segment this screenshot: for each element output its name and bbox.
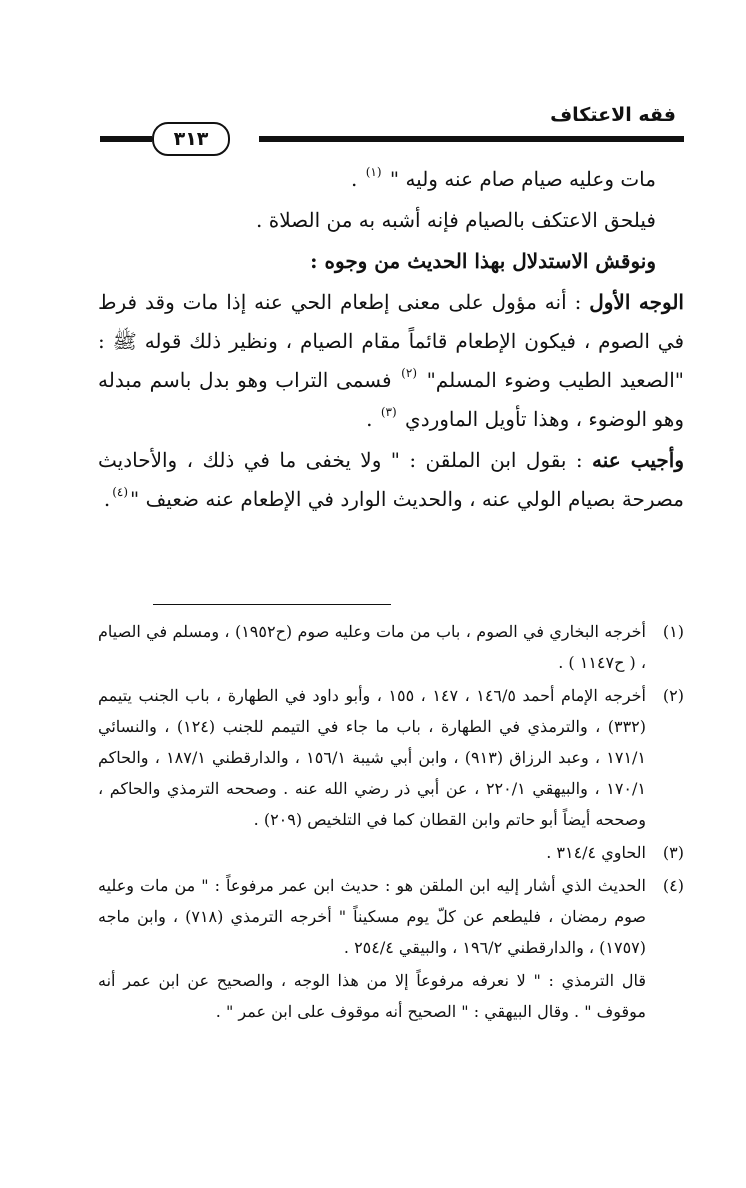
paragraph-3	[98, 283, 684, 439]
footnote-number: (١)	[662, 622, 684, 641]
paragraph-3-text-a: : أنه مؤول على معنى إطعام الحي عنه إذا مات وقد فرط في الصوم ، فيكون الإطعام قائماً مقام الصيام ، ونظير ذلك قوله ﷺ : "الصعيد الطيب وضوء المسلم"	[98, 290, 684, 392]
footnote-ref-1: (١)	[365, 165, 382, 180]
footnote-number: (٣)	[662, 843, 684, 862]
paragraph-4-lead: وأجيب عنه	[592, 448, 684, 472]
header-rule-right	[259, 136, 684, 142]
paragraph-3-text-b: فسمى التراب وهو بدل باسم مبدله وهو الوضوء ، وهذا تأويل الماوردي	[98, 368, 684, 431]
footnote-number: (٤)	[662, 876, 684, 895]
running-header-title: فقه الاعتكاف	[550, 104, 676, 126]
footnote-divider	[153, 604, 391, 605]
paragraph-3-end: .	[366, 407, 379, 431]
footnote-text: أخرجه البخاري في الصوم ، باب من مات وعليه صوم (ح١٩٥٢) ، ومسلم في الصيام ، ( ح١١٤٧ ) .	[98, 622, 646, 672]
footnote-4	[98, 870, 684, 963]
paragraph-2: فيلحق الاعتكف بالصيام فإنه أشبه به من الصلاة .	[256, 208, 656, 232]
footnote-4-continuation: قال الترمذي : " لا نعرفه مرفوعاً إلا من هذا الوجه ، والصحيح عن ابن عمر أنه موقوف " . وقال البيهقي : " الصحيح أنه موقوف على ابن عمر " .	[98, 971, 646, 1021]
header-rule-left	[100, 136, 152, 142]
footnote-ref-4: (٤)	[112, 485, 129, 500]
footnote-ref-3: (٣)	[380, 405, 397, 420]
paragraph-1	[98, 160, 684, 199]
footnote-number: (٢)	[662, 686, 684, 705]
paragraph-4-end: .	[103, 487, 111, 511]
footnote-3	[98, 837, 684, 868]
main-text	[98, 160, 684, 521]
paragraph-1-end: .	[350, 167, 364, 191]
page-number-text: ٣١٣	[173, 128, 209, 150]
page-number	[152, 122, 230, 156]
section-heading: ونوقش الاستدلال بهذا الحديث من وجوه :	[310, 249, 656, 273]
footnotes	[98, 616, 684, 1027]
footnote-text: أخرجه الإمام أحمد ١٤٦/٥ ، ١٤٧ ، ١٥٥ ، وأبو داود في الطهارة ، باب الجنب يتيمم (٣٣٢) ، والترمذي في الطهارة ، باب ما جاء في التيمم للجنب (١٢٤) ، والنسائي ١٧١/١ ، وعبد الرزاق (٩١٣) ، وابن أبي شيبة ١٥٦/١ ، والدارقطني ١٨٧/١ ، والحاكم ١٧٠/١ ، والبيهقي ٢٢٠/١ ، عن أبي ذر رضي الله عنه . وصححه الترمذي والحاكم ، وصححه أيضاً أبو حاتم وابن القطان كما في التلخيص (٢٠٩) .	[98, 686, 647, 829]
footnote-text: الحديث الذي أشار إليه ابن الملقن هو : حديث ابن عمر مرفوعاً : " من مات وعليه صوم رمضان ، فليطعم عن كلّ يوم مسكيناً " أخرجه الترمذي (٧١٨) ، وابن ماجه (١٧٥٧) ، والدارقطني ١٩٦/٢ ، والبيقي ٢٥٤/٤ .	[98, 876, 646, 957]
paragraph-4-text: : بقول ابن الملقن : " ولا يخفى ما في ذلك ، والأحاديث مصرحة بصيام الولي عنه ، والحديث الوارد في الإطعام عنه ضعيف "	[98, 448, 684, 511]
paragraph-1-text: مات وعليه صيام صام عنه وليه "	[383, 167, 656, 191]
paragraph-4	[98, 441, 684, 519]
paragraph-3-lead: الوجه الأول	[589, 290, 684, 314]
footnote-ref-2: (٢)	[401, 366, 417, 381]
footnote-1	[98, 616, 684, 678]
footnote-text: الحاوي ٣١٤/٤ .	[546, 843, 646, 862]
footnote-2	[98, 680, 684, 835]
